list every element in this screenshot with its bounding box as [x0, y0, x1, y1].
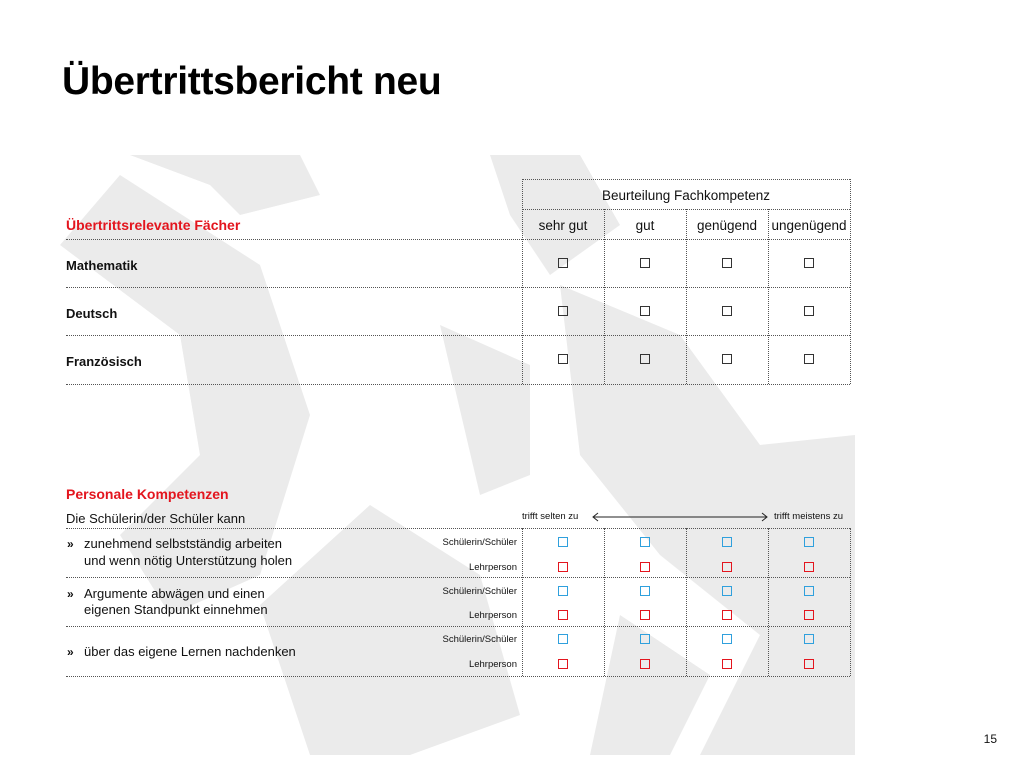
table-border	[604, 209, 605, 384]
checkbox-deutsch-sehr-gut[interactable]	[558, 306, 568, 316]
checkbox-item1-student-4[interactable]	[804, 537, 814, 547]
table-border	[686, 209, 687, 384]
checkbox-item1-student-3[interactable]	[722, 537, 732, 547]
scale-high-label: trifft meistens zu	[774, 511, 843, 522]
table-border	[66, 384, 850, 385]
checkbox-deutsch-genuegend[interactable]	[722, 306, 732, 316]
checkbox-item3-student-3[interactable]	[722, 634, 732, 644]
item-2-line-1: Argumente abwägen und einen	[84, 586, 265, 601]
checkbox-item1-teacher-1[interactable]	[558, 562, 568, 572]
table-border	[66, 676, 850, 677]
bullet-marker: »	[67, 537, 74, 551]
checkbox-item3-student-1[interactable]	[558, 634, 568, 644]
checkbox-item3-teacher-2[interactable]	[640, 659, 650, 669]
column-header-ungenuegend: ungenügend	[771, 218, 847, 233]
checkbox-item3-teacher-4[interactable]	[804, 659, 814, 669]
role-label-teacher: Lehrperson	[468, 610, 517, 621]
subject-deutsch: Deutsch	[66, 306, 118, 321]
intro-text: Die Schülerin/der Schüler kann	[66, 511, 246, 526]
table-border	[604, 528, 605, 676]
checkbox-franzoesisch-genuegend[interactable]	[722, 354, 732, 364]
table-border	[66, 528, 850, 529]
checkbox-item2-student-4[interactable]	[804, 586, 814, 596]
bullet-marker: »	[67, 587, 74, 601]
table-border	[66, 287, 850, 288]
table-border	[66, 626, 850, 627]
column-header-gut: gut	[635, 218, 655, 233]
subject-mathematik: Mathematik	[66, 258, 138, 273]
checkbox-item3-teacher-3[interactable]	[722, 659, 732, 669]
checkbox-deutsch-ungenuegend[interactable]	[804, 306, 814, 316]
checkbox-item2-student-1[interactable]	[558, 586, 568, 596]
checkbox-item2-teacher-1[interactable]	[558, 610, 568, 620]
role-label-student: Schülerin/Schüler	[442, 634, 517, 645]
checkbox-item1-teacher-3[interactable]	[722, 562, 732, 572]
background-watermark-graphic	[60, 155, 855, 755]
checkbox-item1-student-1[interactable]	[558, 537, 568, 547]
role-label-student: Schülerin/Schüler	[442, 586, 517, 597]
checkbox-franzoesisch-ungenuegend[interactable]	[804, 354, 814, 364]
checkbox-item2-teacher-2[interactable]	[640, 610, 650, 620]
subject-franzoesisch: Französisch	[66, 354, 142, 369]
table-border	[66, 239, 850, 240]
heading-personale-kompetenzen: Personale Kompetenzen	[66, 486, 229, 502]
scale-low-label: trifft selten zu	[522, 511, 579, 522]
page-number: 15	[983, 732, 997, 746]
table-border	[66, 577, 850, 578]
role-label-student: Schülerin/Schüler	[442, 537, 517, 548]
table-border	[768, 209, 769, 384]
checkbox-item3-student-2[interactable]	[640, 634, 650, 644]
checkbox-item3-teacher-1[interactable]	[558, 659, 568, 669]
checkbox-item2-student-2[interactable]	[640, 586, 650, 596]
table-border	[522, 179, 523, 384]
checkbox-item3-student-4[interactable]	[804, 634, 814, 644]
checkbox-mathematik-gut[interactable]	[640, 258, 650, 268]
double-arrow-icon	[590, 511, 770, 523]
checkbox-deutsch-gut[interactable]	[640, 306, 650, 316]
checkbox-mathematik-genuegend[interactable]	[722, 258, 732, 268]
bullet-marker: »	[67, 645, 74, 659]
column-header-genuegend: genügend	[696, 218, 758, 233]
item-3-line-1: über das eigene Lernen nachdenken	[84, 644, 296, 659]
item-1-line-2: und wenn nötig Unterstützung holen	[84, 553, 293, 568]
group-header-fachkompetenz: Beurteilung Fachkompetenz	[601, 188, 771, 203]
table-border	[768, 528, 769, 676]
item-1-line-1: zunehmend selbstständig arbeiten	[84, 536, 283, 551]
column-header-sehr-gut: sehr gut	[538, 218, 588, 233]
checkbox-item2-student-3[interactable]	[722, 586, 732, 596]
checkbox-item2-teacher-3[interactable]	[722, 610, 732, 620]
table-border	[66, 335, 850, 336]
checkbox-franzoesisch-sehr-gut[interactable]	[558, 354, 568, 364]
role-label-teacher: Lehrperson	[468, 562, 517, 573]
heading-uebertrittsrelevante-faecher: Übertrittsrelevante Fächer	[66, 217, 241, 233]
checkbox-franzoesisch-gut[interactable]	[640, 354, 650, 364]
checkbox-item1-teacher-4[interactable]	[804, 562, 814, 572]
checkbox-mathematik-ungenuegend[interactable]	[804, 258, 814, 268]
table-border	[522, 179, 850, 180]
slide-title: Übertrittsbericht neu	[62, 60, 442, 103]
table-border	[686, 528, 687, 676]
table-border	[850, 528, 851, 676]
checkbox-mathematik-sehr-gut[interactable]	[558, 258, 568, 268]
checkbox-item2-teacher-4[interactable]	[804, 610, 814, 620]
checkbox-item1-teacher-2[interactable]	[640, 562, 650, 572]
item-2-line-2: eigenen Standpunkt einnehmen	[84, 602, 268, 617]
checkbox-item1-student-2[interactable]	[640, 537, 650, 547]
role-label-teacher: Lehrperson	[468, 659, 517, 670]
table-border	[850, 179, 851, 384]
table-border	[522, 528, 523, 676]
